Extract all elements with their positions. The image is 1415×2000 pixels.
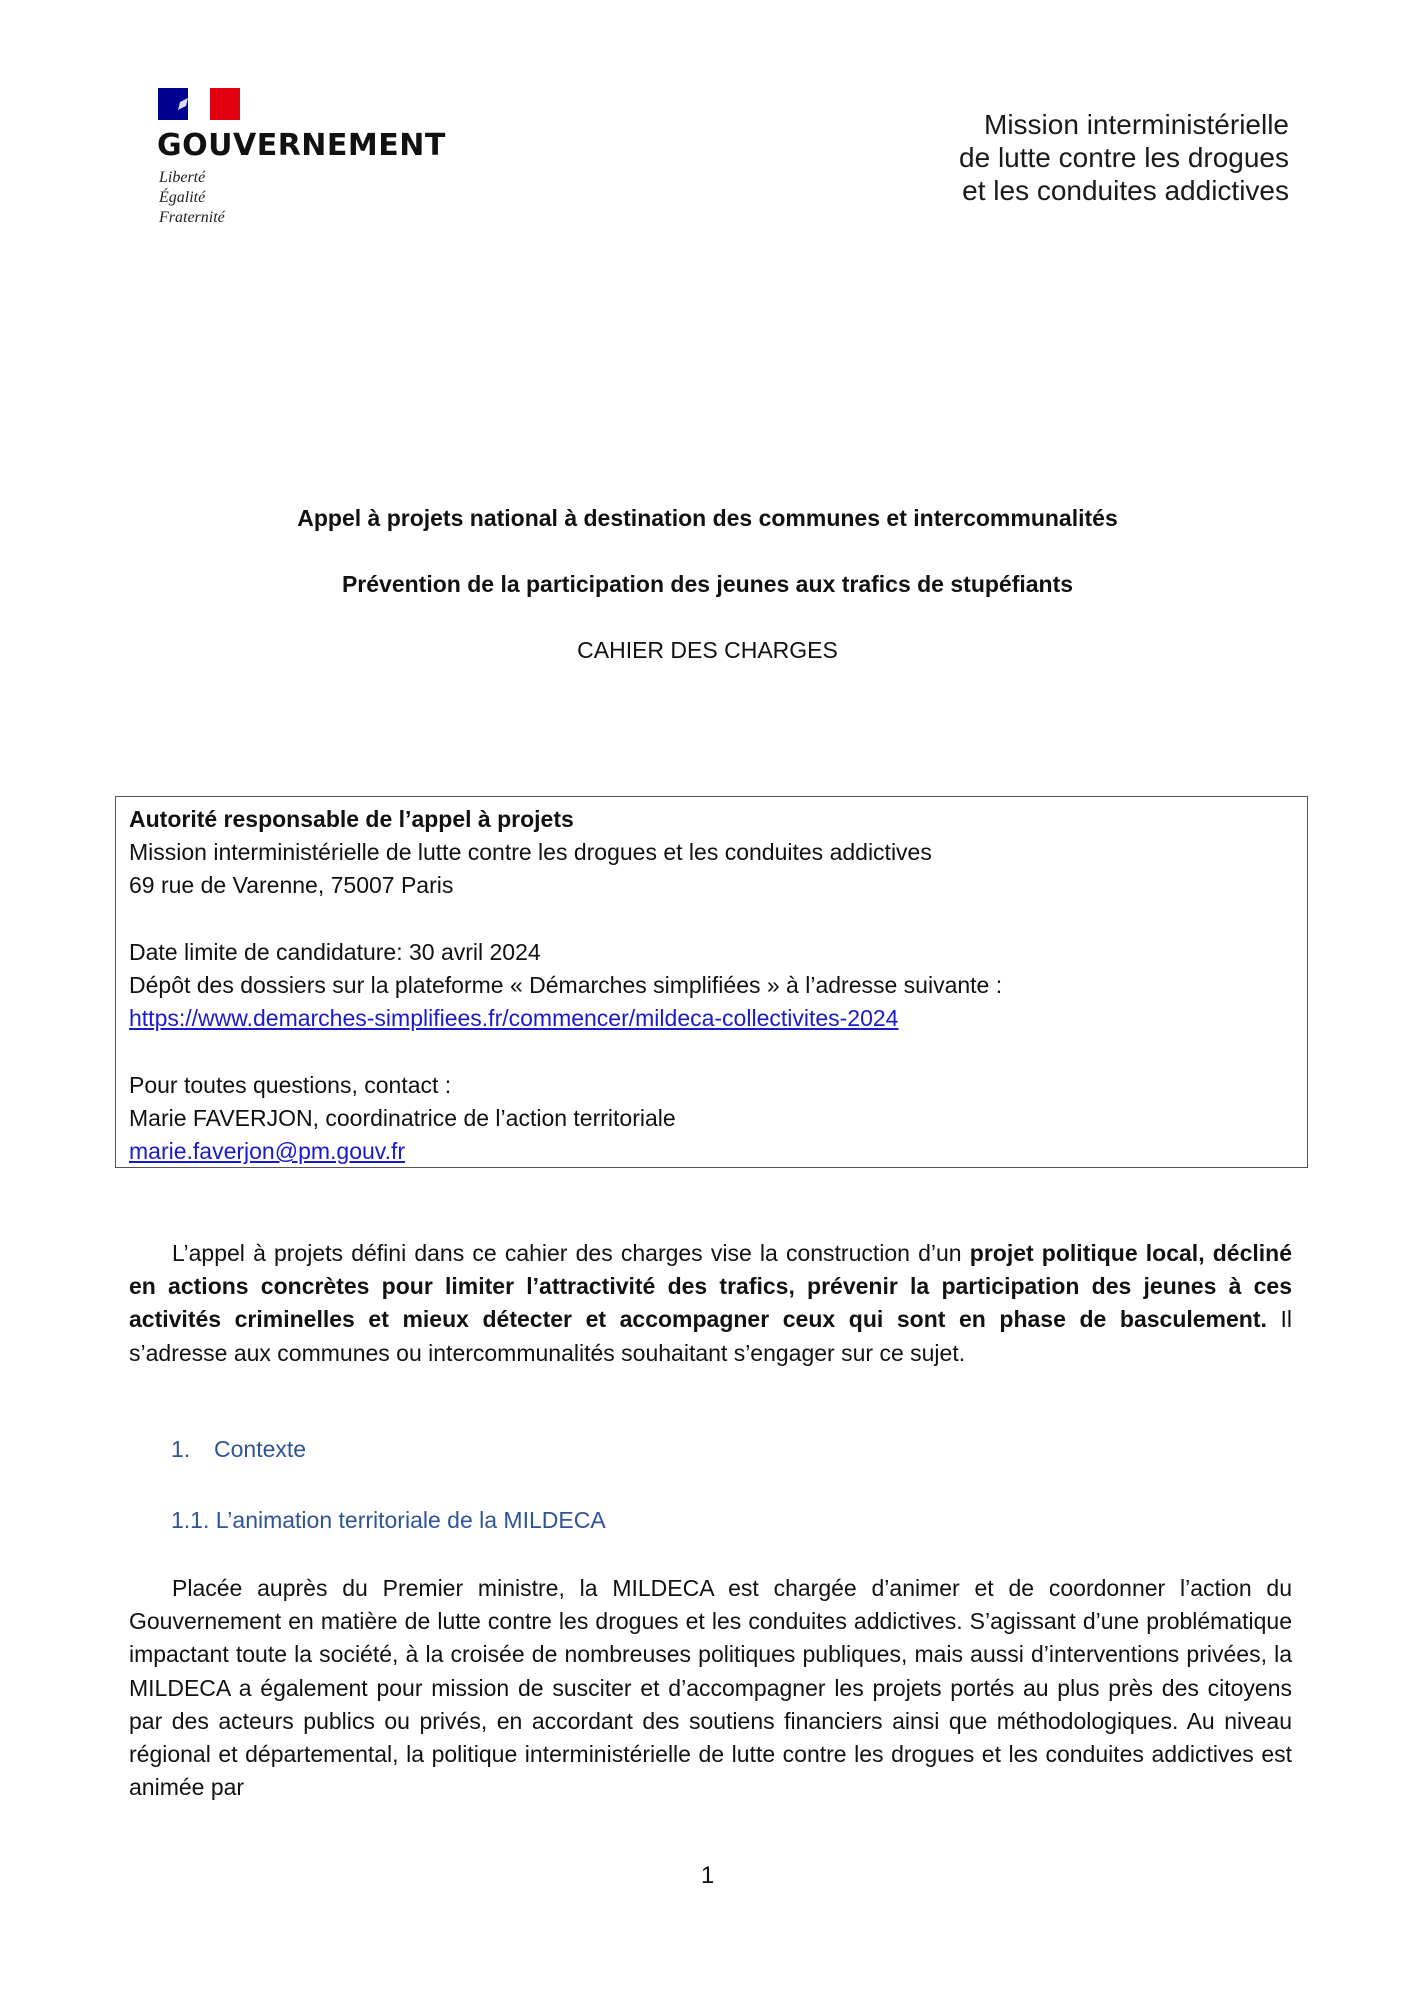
document-subtitle: Prévention de la participation des jeunes aux trafics de stupéfiants <box>341 571 1074 597</box>
contact-name: Marie FAVERJON, coordinatrice de l’action territoriale <box>129 1104 676 1131</box>
section-heading-contexte <box>171 1436 306 1463</box>
contact-email-link[interactable]: marie.faverjon@pm.gouv.fr <box>129 1138 406 1164</box>
organization-line: Mission interministérielle <box>984 109 1289 140</box>
subsection-number: 1.1. <box>171 1507 210 1533</box>
motto-egalite: Égalité <box>159 189 206 206</box>
republic-motto <box>159 168 225 228</box>
intro-emphasis: projet politique local, décliné en actions concrètes pour limiter l’attractivité des trafics, prévenir la participation des jeunes à ces activités criminelles et mieux détecter et accompagner ceux qui sont en phase de basculement. <box>129 1240 1292 1333</box>
marianne-flag-icon <box>158 88 240 120</box>
organization-line: de lutte contre les drogues <box>959 142 1289 173</box>
deadline: Date limite de candidature: 30 avril 2024 <box>129 938 541 965</box>
motto-liberte: Liberté <box>159 169 206 186</box>
body-paragraph: Placée auprès du Premier ministre, la MILDECA est chargée d’animer et de coordonner l’action du Gouvernement en matière de lutte contre les drogues et les conduites addictives. S’agissant d’une problématique impactant toute la société, à la croisée de nombreuses politiques publiques, mais aussi d’interventions privées, la MILDECA a également pour mission de susciter et d’accompagner les projets portés au plus près des citoyens par des acteurs publics ou privés, en accordant des soutiens financiers ainsi que méthodologiques. Au niveau régional et départemental, la politique interministérielle de lutte contre les drogues et les conduites addictives est animée par <box>129 1575 1292 1801</box>
subsection-heading <box>171 1507 606 1534</box>
authority-name: Mission interministérielle de lutte contre les drogues et les conduites addictives <box>129 839 932 866</box>
intro-text: L’appel à projets défini dans ce cahier des charges vise la construction d’un <box>172 1240 970 1266</box>
intro-text-end: Il s’adresse aux communes ou intercommunalités souhaitant s’engager sur ce sujet. <box>129 1306 1292 1366</box>
section-number: 1. <box>171 1436 191 1462</box>
authority-address: 69 rue de Varenne, 75007 Paris <box>129 872 454 899</box>
organization-name <box>959 108 1289 207</box>
info-box <box>115 796 1308 1168</box>
submission-link[interactable]: https://www.demarches-simplifiees.fr/commencer/mildeca-collectivites-2024 <box>129 1005 899 1032</box>
government-wordmark: GOUVERNEMENT <box>157 128 446 163</box>
page-number: 1 <box>700 1862 715 1889</box>
organization-line: et les conduites addictives <box>962 175 1289 206</box>
motto-fraternite: Fraternité <box>159 209 225 226</box>
section-title: Contexte <box>214 1436 307 1462</box>
contact-label: Pour toutes questions, contact : <box>129 1071 452 1098</box>
intro-paragraph <box>129 1237 1292 1370</box>
document-type: CAHIER DES CHARGES <box>577 637 838 663</box>
document-title: Appel à projets national à destination des communes et intercommunalités <box>297 505 1118 531</box>
subsection-title: L’animation territoriale de la MILDECA <box>215 1507 606 1533</box>
submission-instructions: Dépôt des dossiers sur la plateforme « Démarches simplifiées » à l’adresse suivante : <box>129 972 1003 998</box>
info-box-heading: Autorité responsable de l’appel à projets <box>129 806 574 832</box>
